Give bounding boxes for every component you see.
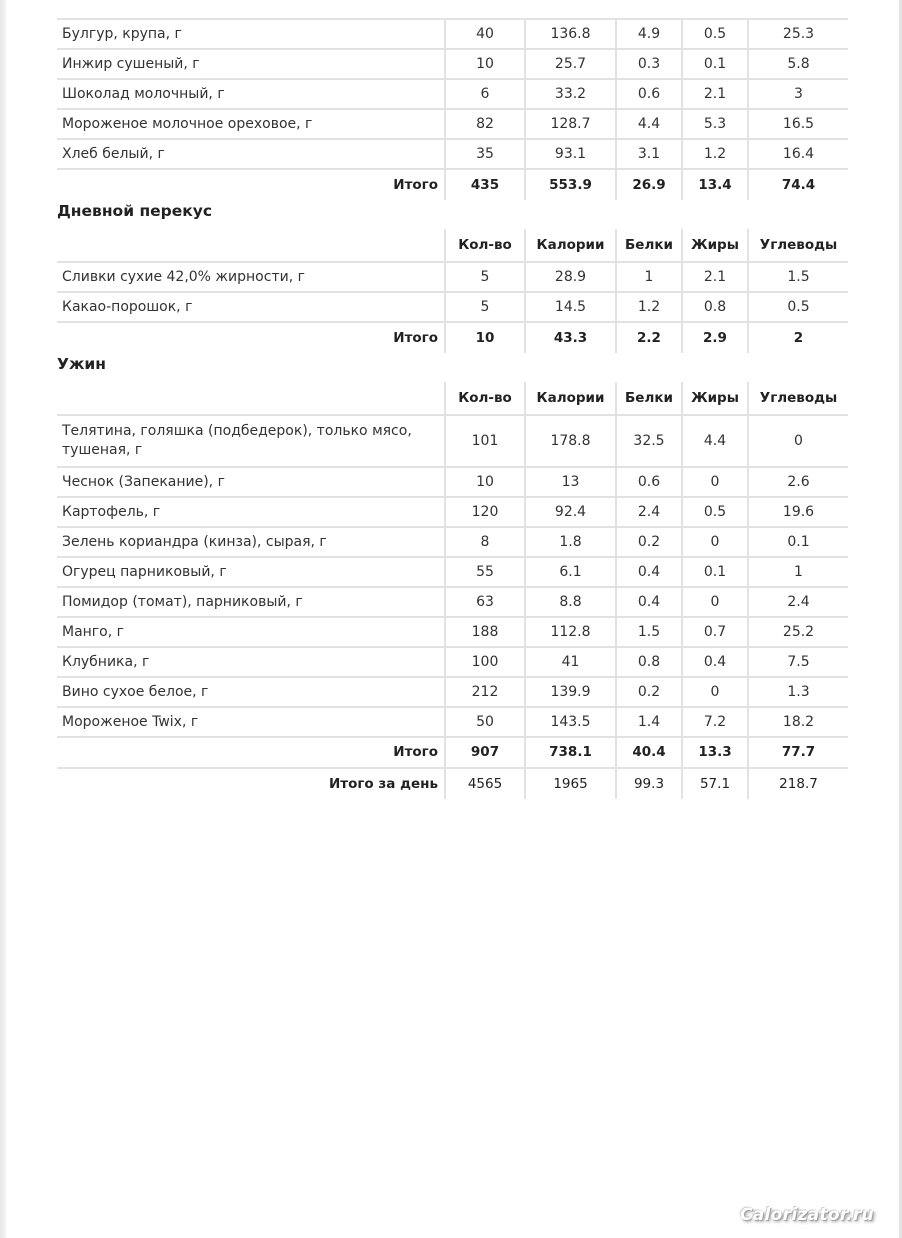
food-fat: 0: [682, 527, 748, 557]
food-carbs: 2.6: [748, 467, 848, 497]
food-calories: 139.9: [525, 677, 616, 707]
food-carbs: 0: [748, 415, 848, 467]
food-carbs: 18.2: [748, 707, 848, 737]
total-carbs: 77.7: [748, 737, 848, 768]
food-fat: 0: [682, 467, 748, 497]
table-row: [57, 262, 848, 292]
page-left-edge: [0, 0, 6, 1238]
food-calories: 1.8: [525, 527, 616, 557]
meal-table-1: [57, 18, 848, 200]
food-carbs: 25.2: [748, 617, 848, 647]
total-calories: 553.9: [525, 169, 616, 200]
food-carbs: 3: [748, 79, 848, 109]
day-total-protein: 99.3: [616, 768, 682, 799]
table-row: [57, 617, 848, 647]
food-qty: 100: [445, 647, 525, 677]
food-carbs: 5.8: [748, 49, 848, 79]
day-total-qty: 4565: [445, 768, 525, 799]
food-name: Мороженое молочное ореховое, г: [57, 109, 445, 139]
food-fat: 0: [682, 677, 748, 707]
food-qty: 6: [445, 79, 525, 109]
total-fat: 2.9: [682, 322, 748, 353]
food-protein: 1.5: [616, 617, 682, 647]
food-qty: 120: [445, 497, 525, 527]
food-calories: 136.8: [525, 19, 616, 49]
table-row: [57, 139, 848, 169]
food-protein: 1.4: [616, 707, 682, 737]
table-row: [57, 707, 848, 737]
food-carbs: 7.5: [748, 647, 848, 677]
total-qty: 10: [445, 322, 525, 353]
food-name: Помидор (томат), парниковый, г: [57, 587, 445, 617]
food-carbs: 1: [748, 557, 848, 587]
food-fat: 0.1: [682, 557, 748, 587]
food-qty: 63: [445, 587, 525, 617]
food-name: Булгур, крупа, г: [57, 19, 445, 49]
food-name: Сливки сухие 42,0% жирности, г: [57, 262, 445, 292]
total-protein: 40.4: [616, 737, 682, 768]
food-carbs: 1.3: [748, 677, 848, 707]
header-qty: Кол-во: [445, 382, 525, 415]
food-carbs: 25.3: [748, 19, 848, 49]
meal-total-row: [57, 169, 848, 200]
total-label: Итого: [393, 329, 438, 346]
food-fat: 0.4: [682, 647, 748, 677]
diary-content: [57, 0, 848, 799]
food-protein: 4.9: [616, 19, 682, 49]
food-qty: 101: [445, 415, 525, 467]
food-fat: 1.2: [682, 139, 748, 169]
meal-total-row: [57, 737, 848, 768]
food-name: Телятина, голяшка (подбедерок), только мясо, тушеная, г: [57, 415, 445, 467]
food-protein: 0.2: [616, 527, 682, 557]
table-row: [57, 292, 848, 322]
day-total-fat: 57.1: [682, 768, 748, 799]
food-qty: 50: [445, 707, 525, 737]
food-carbs: 16.4: [748, 139, 848, 169]
table-row: [57, 557, 848, 587]
food-name: Клубника, г: [57, 647, 445, 677]
food-fat: 0.5: [682, 497, 748, 527]
food-name: Огурец парниковый, г: [57, 557, 445, 587]
food-protein: 4.4: [616, 109, 682, 139]
food-qty: 35: [445, 139, 525, 169]
meal-title-dinner: Ужин: [57, 355, 106, 373]
table-row: [57, 415, 848, 467]
header-fat: Жиры: [682, 229, 748, 262]
meal-table-2: [57, 229, 848, 353]
header-calories: Калории: [525, 382, 616, 415]
food-fat: 7.2: [682, 707, 748, 737]
food-calories: 13: [525, 467, 616, 497]
food-name: Манго, г: [57, 617, 445, 647]
food-protein: 0.4: [616, 557, 682, 587]
table-row: [57, 587, 848, 617]
meal-table-3: [57, 382, 848, 799]
total-fat: 13.4: [682, 169, 748, 200]
header-qty: Кол-во: [445, 229, 525, 262]
food-name: Картофель, г: [57, 497, 445, 527]
food-protein: 0.6: [616, 79, 682, 109]
total-qty: 435: [445, 169, 525, 200]
food-qty: 10: [445, 467, 525, 497]
food-protein: 0.8: [616, 647, 682, 677]
food-carbs: 1.5: [748, 262, 848, 292]
food-qty: 5: [445, 292, 525, 322]
food-calories: 41: [525, 647, 616, 677]
table-row: [57, 19, 848, 49]
table-row: [57, 467, 848, 497]
food-calories: 143.5: [525, 707, 616, 737]
meal-1-rows: [57, 19, 848, 200]
header-carbs: Углеводы: [748, 382, 848, 415]
food-fat: 5.3: [682, 109, 748, 139]
food-carbs: 16.5: [748, 109, 848, 139]
total-protein: 26.9: [616, 169, 682, 200]
food-calories: 178.8: [525, 415, 616, 467]
food-name: Инжир сушеный, г: [57, 49, 445, 79]
food-carbs: 19.6: [748, 497, 848, 527]
total-calories: 43.3: [525, 322, 616, 353]
header-carbs: Углеводы: [748, 229, 848, 262]
food-calories: 25.7: [525, 49, 616, 79]
total-protein: 2.2: [616, 322, 682, 353]
header-calories: Калории: [525, 229, 616, 262]
meal-total-row: [57, 322, 848, 353]
header-empty: [57, 382, 445, 415]
food-fat: 0.5: [682, 19, 748, 49]
table-row: [57, 79, 848, 109]
food-qty: 8: [445, 527, 525, 557]
food-protein: 32.5: [616, 415, 682, 467]
table-row: [57, 677, 848, 707]
food-carbs: 0.5: [748, 292, 848, 322]
day-total-carbs: 218.7: [748, 768, 848, 799]
food-fat: 2.1: [682, 79, 748, 109]
food-qty: 10: [445, 49, 525, 79]
food-calories: 14.5: [525, 292, 616, 322]
food-protein: 3.1: [616, 139, 682, 169]
header-fat: Жиры: [682, 382, 748, 415]
meal-title-snack: Дневной перекус: [57, 202, 213, 220]
food-name: Какао-порошок, г: [57, 292, 445, 322]
food-qty: 40: [445, 19, 525, 49]
day-total-calories: 1965: [525, 768, 616, 799]
total-carbs: 2: [748, 322, 848, 353]
food-calories: 8.8: [525, 587, 616, 617]
food-fat: 0.7: [682, 617, 748, 647]
food-protein: 1.2: [616, 292, 682, 322]
food-calories: 93.1: [525, 139, 616, 169]
food-qty: 212: [445, 677, 525, 707]
food-name: Хлеб белый, г: [57, 139, 445, 169]
food-fat: 0: [682, 587, 748, 617]
total-label: Итого: [57, 737, 445, 768]
food-carbs: 2.4: [748, 587, 848, 617]
food-fat: 2.1: [682, 262, 748, 292]
header-protein: Белки: [616, 382, 682, 415]
food-name: Чеснок (Запекание), г: [57, 467, 445, 497]
table-header-row: [57, 382, 848, 415]
food-calories: 28.9: [525, 262, 616, 292]
food-qty: 188: [445, 617, 525, 647]
food-name: Зелень кориандра (кинза), сырая, г: [57, 527, 445, 557]
food-carbs: 0.1: [748, 527, 848, 557]
food-name: Вино сухое белое, г: [57, 677, 445, 707]
header-empty: [57, 229, 445, 262]
food-qty: 5: [445, 262, 525, 292]
table-row: [57, 109, 848, 139]
header-protein: Белки: [616, 229, 682, 262]
food-name: Шоколад молочный, г: [57, 79, 445, 109]
total-label: Итого: [393, 176, 438, 193]
table-row: [57, 647, 848, 677]
table-header-row: [57, 229, 848, 262]
watermark-logo: Calorizator.ru: [740, 1205, 874, 1225]
food-calories: 6.1: [525, 557, 616, 587]
food-fat: 0.8: [682, 292, 748, 322]
food-fat: 4.4: [682, 415, 748, 467]
food-calories: 33.2: [525, 79, 616, 109]
food-calories: 112.8: [525, 617, 616, 647]
total-carbs: 74.4: [748, 169, 848, 200]
day-total-label: Итого за день: [328, 775, 438, 792]
table-row: [57, 527, 848, 557]
total-qty: 907: [445, 737, 525, 768]
total-calories: 738.1: [525, 737, 616, 768]
food-calories: 92.4: [525, 497, 616, 527]
food-protein: 1: [616, 262, 682, 292]
day-total-row: [57, 768, 848, 799]
total-fat: 13.3: [682, 737, 748, 768]
food-name: Мороженое Twix, г: [57, 707, 445, 737]
food-protein: 0.6: [616, 467, 682, 497]
food-calories: 128.7: [525, 109, 616, 139]
food-protein: 0.4: [616, 587, 682, 617]
food-qty: 55: [445, 557, 525, 587]
table-row: [57, 49, 848, 79]
food-fat: 0.1: [682, 49, 748, 79]
food-qty: 82: [445, 109, 525, 139]
table-row: [57, 497, 848, 527]
food-protein: 0.3: [616, 49, 682, 79]
food-protein: 0.2: [616, 677, 682, 707]
food-protein: 2.4: [616, 497, 682, 527]
